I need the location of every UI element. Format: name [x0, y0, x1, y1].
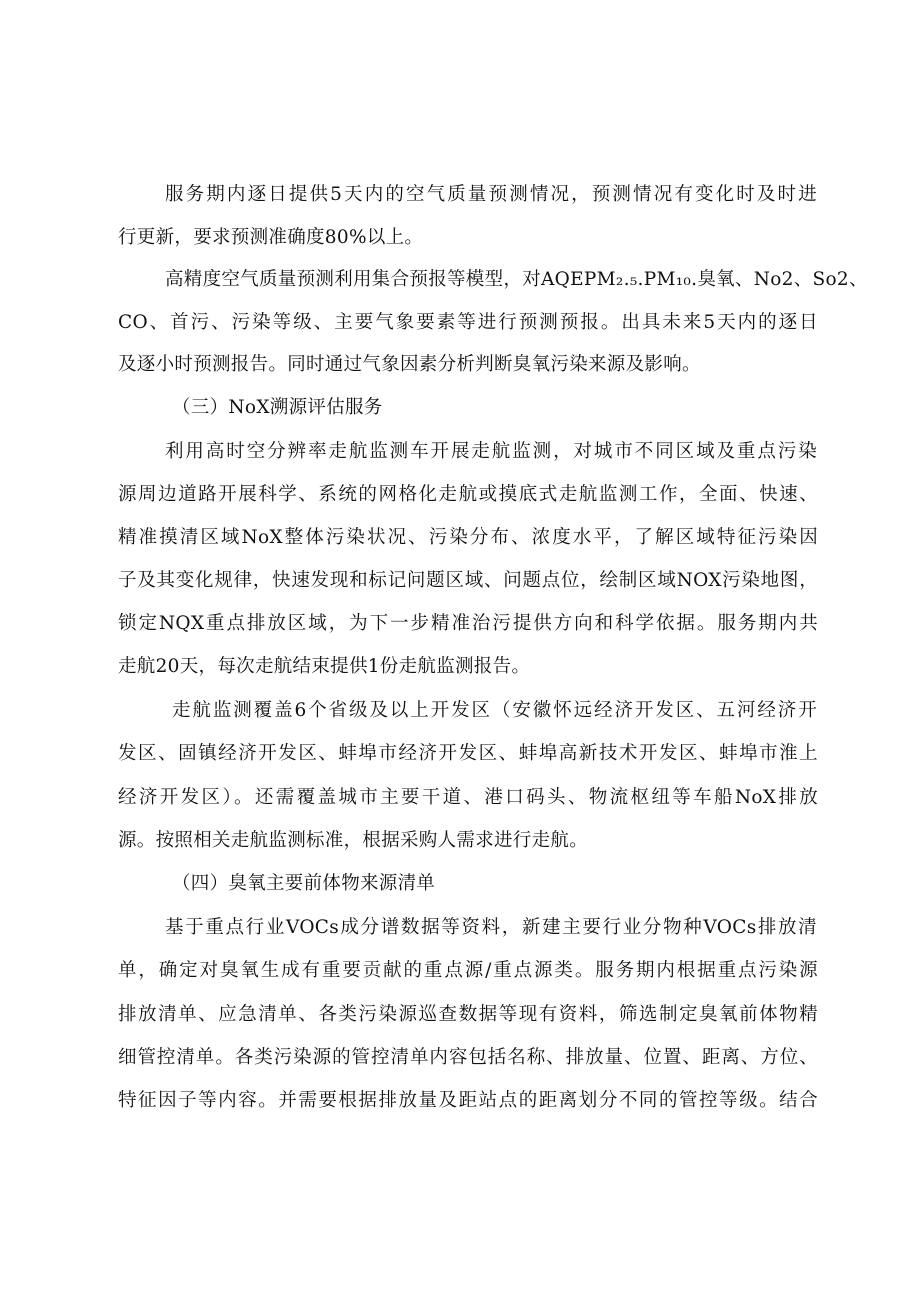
paragraph-3-line-4: 子及其变化规律，快速发现和标记问题区域、问题点位，绘制区域NOX污染地图，: [118, 570, 818, 591]
paragraph-2-line-2: CO、首污、污染等级、主要气象要素等进行预测预报。出具未来5天内的逐日: [118, 312, 818, 333]
paragraph-4-line-3: 经济开发区）。还需覆盖城市主要干道、港口码头、物流枢纽等车船NoX排放: [118, 787, 818, 808]
paragraph-3-line-1: 利用高时空分辨率走航监测车开展走航监测，对城市不同区域及重点污染: [165, 441, 817, 462]
paragraph-5-line-4: 细管控清单。各类污染源的管控清单内容包括名称、排放量、位置、距离、方位、: [118, 1047, 818, 1068]
section-heading-3: （三）NoX溯源评估服务: [172, 397, 383, 418]
paragraph-5-line-1: 基于重点行业VOCs成分谱数据等资料，新建主要行业分物种VOCs排放清: [165, 917, 817, 938]
paragraph-5-line-3: 排放清单、应急清单、各类污染源巡查数据等现有资料，筛选制定臭氧前体物精: [118, 1004, 818, 1025]
paragraph-3-line-3: 精准摸清区域NoX整体污染状况、污染分布、浓度水平，了解区域特征污染因: [118, 527, 818, 548]
paragraph-4-line-1: 走航监测覆盖6个省级及以上开发区（安徽怀远经济开发区、五河经济开: [172, 700, 817, 721]
paragraph-3-line-5: 锁定NQX重点排放区域，为下一步精准治污提供方向和科学依据。服务期内共: [118, 613, 818, 634]
paragraph-1-line-2: 行更新，要求预测准确度80%以上。: [118, 227, 424, 248]
paragraph-5-line-2: 单，确定对臭氧生成有重要贡献的重点源/重点源类。服务期内根据重点污染源: [118, 960, 818, 981]
paragraph-2-line-3: 及逐小时预测报告。同时通过气象因素分析判断臭氧污染来源及影响。: [118, 354, 701, 375]
section-heading-4: （四）臭氧主要前体物来源清单: [172, 873, 436, 894]
paragraph-1-line-1: 服务期内逐日提供5天内的空气质量预测情况，预测情况有变化时及时进: [165, 184, 817, 205]
paragraph-2-line-1: 高精度空气质量预测利用集合预报等模型，对AQEPM₂.₅.PM₁₀.臭氧、No2、So2、: [165, 269, 868, 290]
paragraph-4-line-2: 发区、固镇经济开发区、蚌埠市经济开发区、蚌埠高新技术开发区、蚌埠市淮上: [118, 743, 818, 764]
paragraph-4-line-4: 源。按照相关走航监测标准，根据采购人需求进行走航。: [118, 830, 589, 851]
paragraph-3-line-6: 走航20天，每次走航结束提供1份走航监测报告。: [118, 656, 531, 677]
paragraph-5-line-5: 特征因子等内容。并需要根据排放量及距站点的距离划分不同的管控等级。结合: [118, 1090, 818, 1111]
paragraph-3-line-2: 源周边道路开展科学、系统的网格化走航或摸底式走航监测工作，全面、快速、: [118, 484, 818, 505]
